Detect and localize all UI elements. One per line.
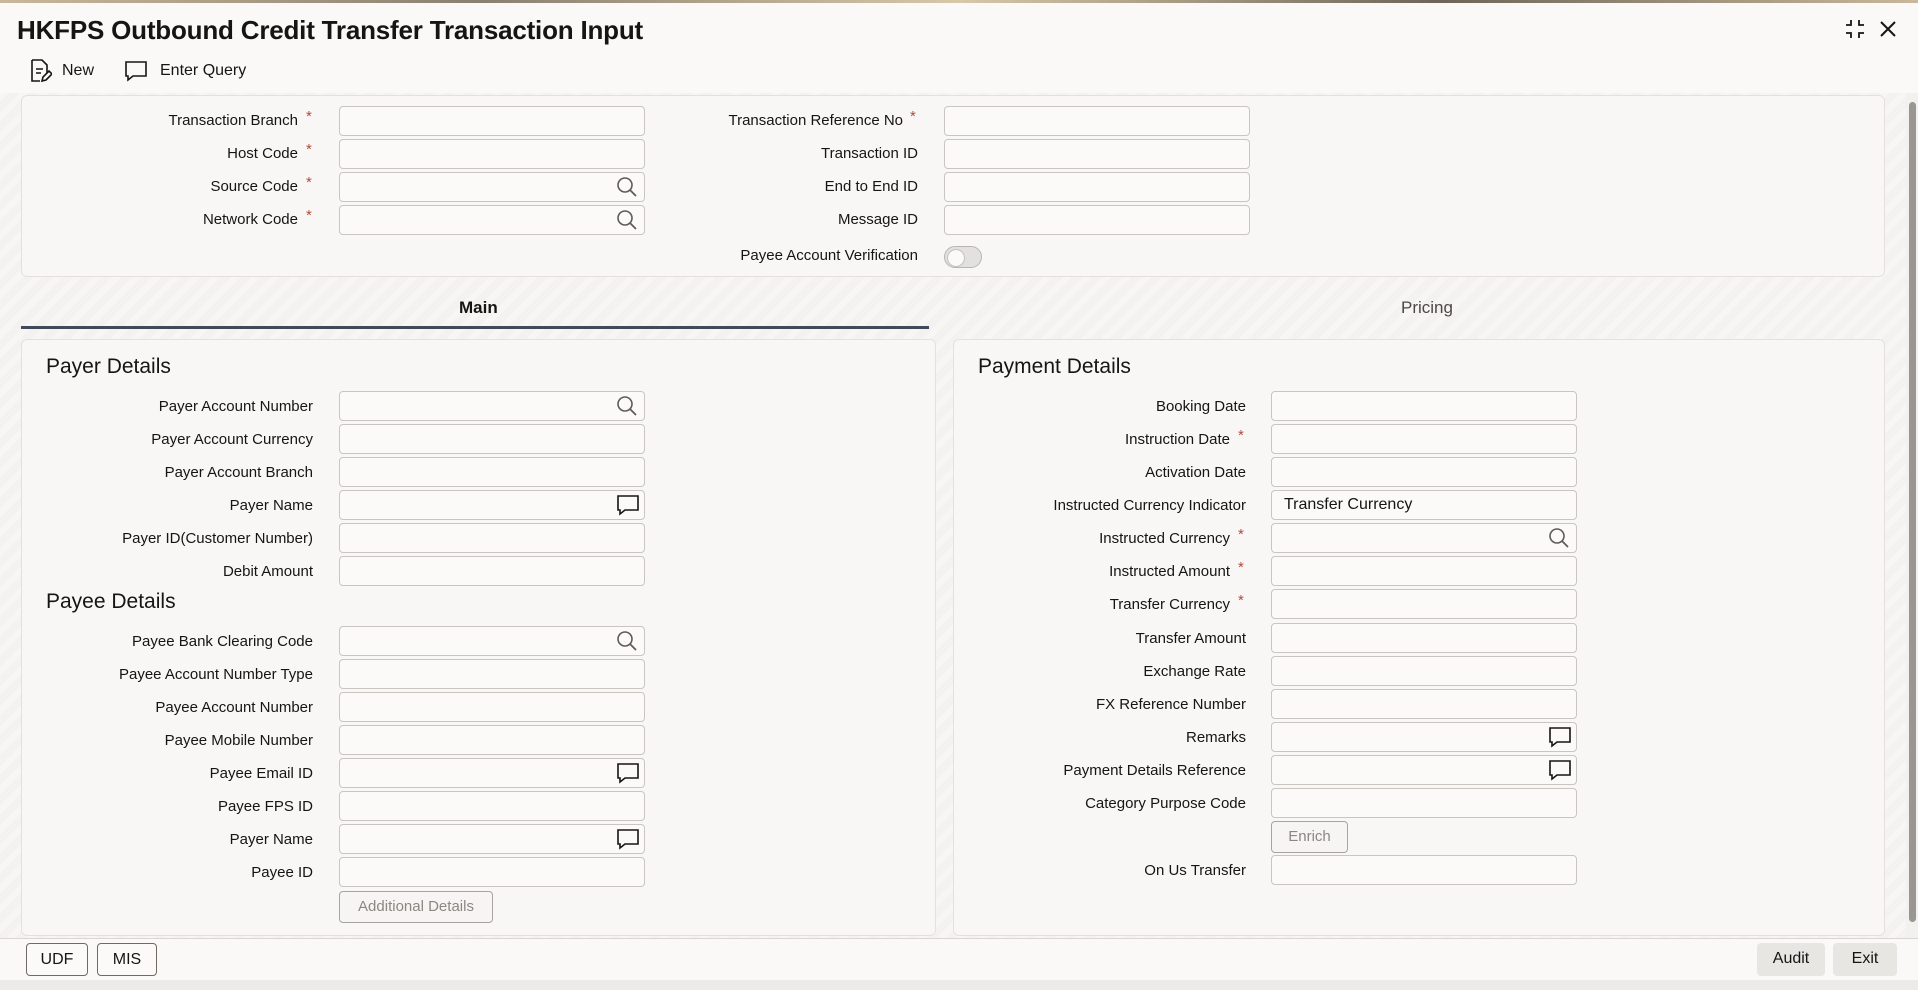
status-strip	[0, 980, 1918, 990]
payer-account-branch-input[interactable]	[339, 457, 645, 487]
tab-pricing[interactable]: Pricing	[1401, 298, 1453, 317]
payer-account-currency-label: Payer Account Currency	[151, 431, 313, 448]
payment-details-reference-input[interactable]	[1271, 755, 1577, 785]
payee-email-id-input[interactable]	[339, 758, 645, 788]
instructed-currency-indicator-input[interactable]	[1271, 490, 1577, 520]
payer-account-number-label: Payer Account Number	[158, 398, 313, 415]
payee-account-number-type-label: Payee Account Number Type	[118, 666, 313, 683]
on-us-transfer-label: On Us Transfer	[1144, 862, 1246, 879]
payee-payer-name-input[interactable]	[339, 824, 645, 854]
toolbar	[0, 53, 1918, 93]
enter-query-label: Enter Query	[160, 62, 247, 79]
host-code-input[interactable]	[339, 139, 645, 169]
new-document-icon	[28, 58, 52, 84]
comment-icon[interactable]	[1548, 758, 1572, 782]
payer-name-input[interactable]	[339, 490, 645, 520]
instructed-amount-input[interactable]	[1271, 556, 1577, 586]
payee-email-id-label: Payee Email ID	[209, 765, 313, 782]
payer-account-number-input[interactable]	[339, 391, 645, 421]
payee-account-verification-label: Payee Account Verification	[740, 247, 918, 264]
payee-payer-name-label: Payer Name	[229, 831, 313, 848]
exit-button[interactable]: Exit	[1833, 943, 1897, 976]
required-marker: *	[306, 108, 312, 125]
tab-main[interactable]: Main	[459, 298, 498, 317]
required-marker: *	[1238, 592, 1244, 609]
payee-account-number-label: Payee Account Number	[155, 699, 313, 716]
end-to-end-id-label: End to End ID	[824, 178, 918, 195]
close-icon[interactable]	[1876, 17, 1900, 41]
payee-mobile-number-label: Payee Mobile Number	[164, 732, 313, 749]
message-id-label: Message ID	[837, 211, 918, 228]
comment-icon[interactable]	[616, 493, 640, 517]
new-label: New	[62, 62, 95, 79]
category-purpose-code-input[interactable]	[1271, 788, 1577, 818]
footer-bar	[0, 938, 1918, 980]
payee-id-label: Payee ID	[251, 864, 313, 881]
end-to-end-id-input[interactable]	[944, 172, 1250, 202]
search-icon[interactable]	[1547, 526, 1571, 550]
transaction-id-label: Transaction ID	[821, 145, 918, 162]
payee-account-verification-toggle[interactable]	[944, 246, 982, 268]
payee-bank-clearing-code-label: Payee Bank Clearing Code	[132, 633, 313, 650]
payee-id-input[interactable]	[339, 857, 645, 887]
udf-button[interactable]: UDF	[26, 943, 88, 976]
instruction-date-label: Instruction Date	[1124, 431, 1230, 448]
payee-bank-clearing-code-input[interactable]	[339, 626, 645, 656]
search-icon[interactable]	[615, 175, 639, 199]
remarks-label: Remarks	[1185, 729, 1246, 746]
required-marker: *	[1238, 559, 1244, 576]
payee-mobile-number-input[interactable]	[339, 725, 645, 755]
search-icon[interactable]	[615, 629, 639, 653]
fx-reference-number-input[interactable]	[1271, 689, 1577, 719]
comment-icon[interactable]	[1548, 725, 1572, 749]
payee-account-number-input[interactable]	[339, 692, 645, 722]
comment-icon[interactable]	[616, 827, 640, 851]
remarks-input[interactable]	[1271, 722, 1577, 752]
on-us-transfer-input[interactable]	[1271, 855, 1577, 885]
required-marker: *	[306, 141, 312, 158]
source-code-label: Source Code	[210, 178, 298, 195]
transfer-currency-label: Transfer Currency	[1109, 596, 1230, 613]
payer-customer-id-label: Payer ID(Customer Number)	[122, 530, 313, 547]
transaction-branch-label: Transaction Branch	[168, 112, 298, 129]
transaction-reference-no-input[interactable]	[944, 106, 1250, 136]
transfer-currency-input[interactable]	[1271, 589, 1577, 619]
transfer-amount-label: Transfer Amount	[1135, 630, 1246, 647]
payee-fps-id-label: Payee FPS ID	[217, 798, 313, 815]
instructed-currency-indicator-label: Instructed Currency Indicator	[1053, 497, 1246, 514]
transaction-reference-no-label: Transaction Reference No	[728, 112, 903, 129]
payer-account-branch-label: Payer Account Branch	[164, 464, 313, 481]
payer-account-currency-input[interactable]	[339, 424, 645, 454]
instructed-currency-input[interactable]	[1271, 523, 1577, 553]
network-code-label: Network Code	[202, 211, 298, 228]
payer-details-title: Payer Details	[46, 355, 171, 378]
transaction-branch-input[interactable]	[339, 106, 645, 136]
audit-button[interactable]: Audit	[1757, 943, 1825, 976]
exchange-rate-label: Exchange Rate	[1143, 663, 1246, 680]
instructed-amount-label: Instructed Amount	[1109, 563, 1230, 580]
payee-fps-id-input[interactable]	[339, 791, 645, 821]
payee-details-title: Payee Details	[46, 590, 176, 613]
exchange-rate-input[interactable]	[1271, 656, 1577, 686]
activation-date-input[interactable]	[1271, 457, 1577, 487]
enrich-button[interactable]: Enrich	[1271, 821, 1348, 853]
scrollbar-thumb[interactable]	[1909, 102, 1916, 922]
transfer-amount-input[interactable]	[1271, 623, 1577, 653]
payee-account-number-type-input[interactable]	[339, 659, 645, 689]
host-code-label: Host Code	[227, 145, 298, 162]
required-marker: *	[306, 174, 312, 191]
payment-details-title: Payment Details	[978, 355, 1131, 378]
comment-icon[interactable]	[616, 761, 640, 785]
booking-date-label: Booking Date	[1155, 398, 1246, 415]
network-code-input[interactable]	[339, 205, 645, 235]
debit-amount-label: Debit Amount	[222, 563, 313, 580]
payer-customer-id-input[interactable]	[339, 523, 645, 553]
booking-date-input[interactable]	[1271, 391, 1577, 421]
window-title: HKFPS Outbound Credit Transfer Transaction Input	[17, 15, 643, 45]
required-marker: *	[910, 108, 916, 125]
transaction-id-input[interactable]	[944, 139, 1250, 169]
query-icon	[124, 59, 148, 83]
title-bar	[0, 3, 1918, 53]
active-tab-indicator	[21, 326, 929, 329]
source-code-input[interactable]	[339, 172, 645, 202]
payment-details-reference-label: Payment Details Reference	[1063, 762, 1246, 779]
mis-button[interactable]: MIS	[97, 943, 157, 976]
required-marker: *	[1238, 526, 1244, 543]
search-icon[interactable]	[615, 394, 639, 418]
enter-query-button[interactable]	[124, 55, 246, 87]
message-id-input[interactable]	[944, 205, 1250, 235]
new-button[interactable]	[28, 55, 94, 87]
instruction-date-input[interactable]	[1271, 424, 1577, 454]
payer-name-label: Payer Name	[229, 497, 313, 514]
category-purpose-code-label: Category Purpose Code	[1085, 795, 1246, 812]
maximize-icon[interactable]	[1843, 17, 1867, 41]
instructed-currency-label: Instructed Currency	[1099, 530, 1230, 547]
debit-amount-input[interactable]	[339, 556, 645, 586]
required-marker: *	[306, 207, 312, 224]
fx-reference-number-label: FX Reference Number	[1095, 696, 1246, 713]
additional-details-button[interactable]: Additional Details	[339, 891, 493, 923]
search-icon[interactable]	[615, 208, 639, 232]
activation-date-label: Activation Date	[1145, 464, 1246, 481]
required-marker: *	[1238, 427, 1244, 444]
